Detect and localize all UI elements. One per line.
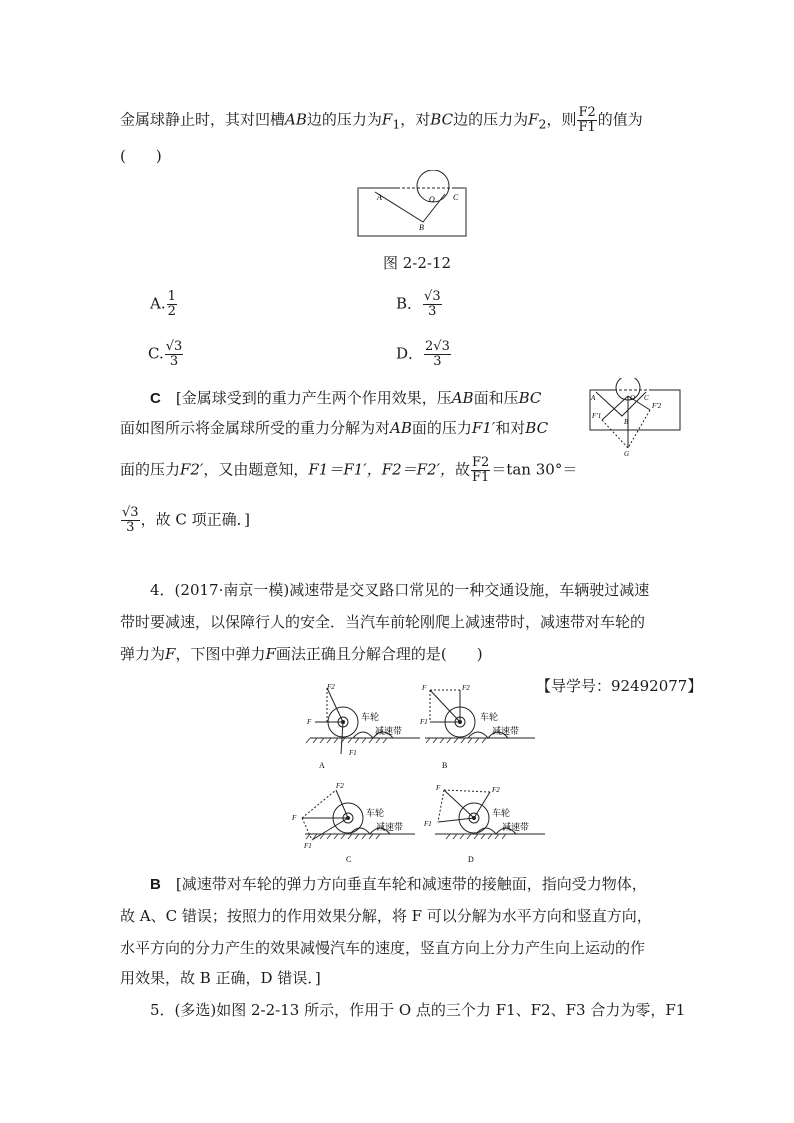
svg-text:F: F [422,684,427,692]
svg-text:F2: F2 [336,782,344,790]
svg-text:减速带: 减速带 [502,822,530,832]
svg-text:F: F [292,814,297,822]
svg-text:G: G [624,450,630,458]
svg-text:F: F [436,784,441,792]
q3-solution-line2: 面如图所示将金属球所受的重力分解为对AB面的压力F1′和对BC [120,419,549,437]
q3-solution-line3: 面的压力F2′，又由题意知，F1＝F1′，F2＝F2′，故 $\frac{F2}{F1}$ ＝tan 30°＝ [120,455,578,485]
q4-solution-line4: 用效果，故 B 正确，D 错误．] [120,969,321,987]
svg-text:F2: F2 [492,786,500,794]
panel-d-label: D [468,855,474,864]
svg-text:F2: F2 [462,684,470,692]
svg-text:减速带: 减速带 [376,822,404,832]
option-a[interactable]: A. $\frac{1}{2}$ [150,289,176,319]
q4-panel-a[interactable] [305,678,425,773]
guide-number: 【导学号：92492077】 [536,677,703,695]
svg-text:A: A [591,394,596,402]
svg-text:F: F [307,718,312,726]
svg-text:F′2: F′2 [652,402,662,410]
svg-text:车轮: 车轮 [361,712,380,722]
q3-solution-line1: C [金属球受到的重力产生两个作用效果，压AB面和压BC [150,389,542,407]
q4-solution-line3: 水平方向的分力产生的效果减慢汽车的速度，竖直方向上分力产生向上运动的作 [120,939,646,957]
q3-solution-line4: $\frac{√3}{3}$ ，故 C 项正确．] [122,505,250,535]
svg-text:减速带: 减速带 [375,726,403,736]
groove-ball-figure [355,170,470,240]
solution-figure [588,378,683,458]
svg-text:车轮: 车轮 [492,808,511,818]
fig-label-a: A [377,193,382,202]
svg-text:F1: F1 [424,820,432,828]
panel-b-label: B [442,761,448,770]
svg-text:F1: F1 [420,718,428,726]
fig-label-b: B [419,223,424,232]
panel-a-label: A [319,761,325,770]
svg-text:F′1: F′1 [592,412,602,420]
svg-text:F1: F1 [304,842,312,850]
q4-panel-c[interactable] [290,778,420,868]
q4-line3: 弹力为F，下图中弹力F画法正确且分解合理的是( ) [120,645,483,663]
q4-solution-line2: 故 A、C 错误；按照力的作用效果分解，将 F 可以分解为水平方向和竖直方向， [120,907,652,925]
svg-text:减速带: 减速带 [492,726,520,736]
svg-text:F2: F2 [327,683,335,691]
q4-panel-b[interactable] [420,678,540,773]
ratio-fraction: $\frac{F2}{F1}$ [578,105,596,135]
svg-text:车轮: 车轮 [480,712,499,722]
q4-solution-line1: B [减速带对车轮的弹力方向垂直车轮和减速带的接触面，指向受力物体， [150,875,647,893]
fig-label-c: C [453,193,459,202]
option-c[interactable]: C. $\frac{√3}{3}$ [148,339,183,369]
svg-text:F1: F1 [349,749,357,757]
option-d[interactable]: D． $\frac{2√3}{3}$ [396,339,450,369]
figure-caption: 图 2-2-12 [383,254,452,272]
svg-text:O: O [630,394,636,402]
q4-line1: 4．(2017·南京一模)减速带是交叉路口常见的一种交通设施，车辆驶过减速 [150,581,650,599]
svg-text:C: C [644,394,649,402]
q4-line2: 带时要减速，以保障行人的安全．当汽车前轮刚爬上减速带时，减速带对车轮的 [120,613,646,631]
svg-text:车轮: 车轮 [366,808,385,818]
q3-intro: 金属球静止时，其对凹槽AB边的压力为$F_1$，对BC边的压力为$F_2$，则 $\frac{F2}{F1}$ 的值为 [120,105,643,135]
q3-paren: ( ) [120,147,162,165]
option-b[interactable]: B． $\frac{√3}{3}$ [396,289,441,319]
svg-text:B: B [624,418,629,426]
q4-panel-d[interactable] [420,778,550,868]
panel-c-label: C [346,855,352,864]
fig-label-o: O [429,195,435,204]
q5-line1: 5．(多选)如图 2-2-13 所示，作用于 O 点的三个力 F1、F2、F3 合力为零，F1 [150,1001,686,1019]
